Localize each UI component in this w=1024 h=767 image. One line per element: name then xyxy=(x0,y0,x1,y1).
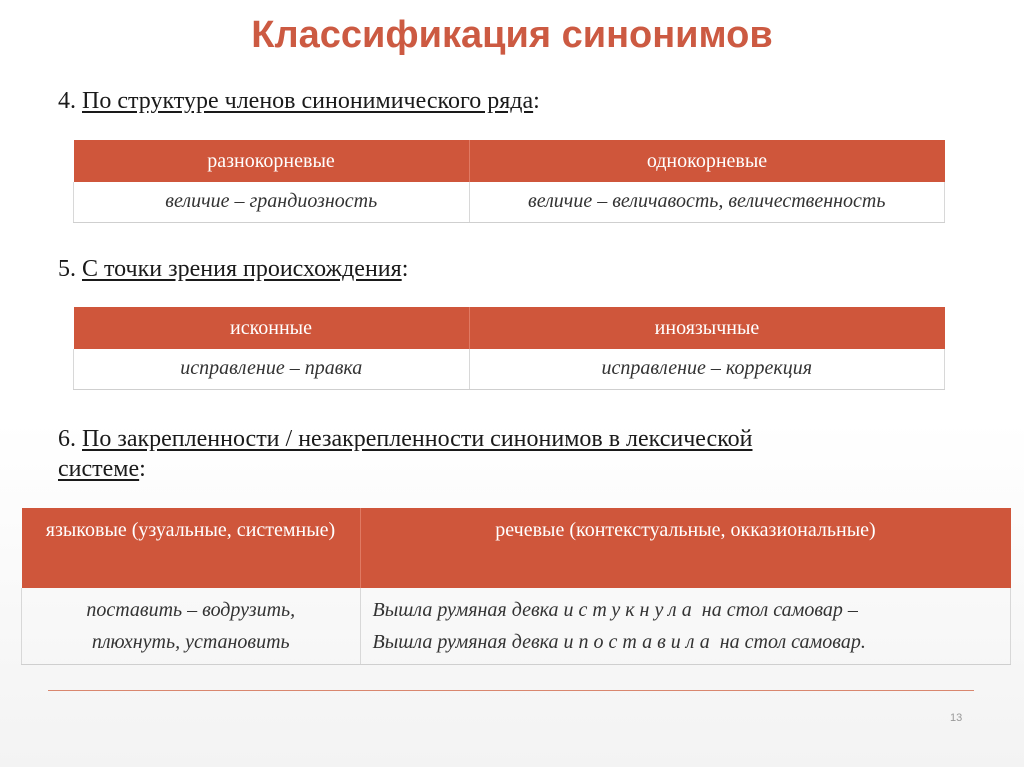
section-6-text-line1: По закрепленности / незакрепленности синонимов в лексической xyxy=(82,426,753,452)
table-origin xyxy=(73,307,945,390)
footer-divider xyxy=(48,690,974,691)
section-6-text-line2: системе xyxy=(58,456,140,482)
table-header-row xyxy=(74,307,945,349)
section-6-heading xyxy=(58,424,753,484)
example-odnokornevye: величие – величавость, величественность xyxy=(469,182,945,222)
section-5-number: 5. xyxy=(58,256,76,282)
table-structure xyxy=(73,140,945,223)
header-rechevye: речевые (контекстуальные, окказиональные) xyxy=(360,508,1011,588)
section-4-number: 4. xyxy=(58,88,76,114)
section-6-number: 6. xyxy=(58,426,76,452)
right-line2-end: на стол самовар. xyxy=(719,630,866,653)
right-line2-start: Вышла румяная девка и xyxy=(372,630,574,653)
table-fixedness xyxy=(21,508,1011,665)
right-line1-spaced: стукнула xyxy=(578,598,697,621)
right-line1-end: на стол самовар – xyxy=(701,598,858,621)
example-iskonnye: исправление – правка xyxy=(74,349,470,389)
table-header-row xyxy=(22,508,1011,588)
right-line2-spaced: поставила xyxy=(578,630,715,653)
section-5-colon: : xyxy=(401,256,409,282)
left-example-line2: плюхнуть, установить xyxy=(91,630,290,653)
right-line1-start: Вышла румяная девка и xyxy=(372,598,574,621)
left-example-line1: поставить – водрузить, xyxy=(86,598,296,621)
header-raznokornevye: разнокорневые xyxy=(74,140,470,182)
example-inoyazychnye: исправление – коррекция xyxy=(469,349,945,389)
header-inoyazychnye: иноязычные xyxy=(469,307,945,349)
section-4-text: По структуре членов синонимического ряда xyxy=(82,88,534,114)
header-odnokornevye: однокорневые xyxy=(469,140,945,182)
section-4-heading xyxy=(58,86,540,116)
header-yazykovye: языковые (узуальные, системные) xyxy=(22,508,361,588)
example-rechevye xyxy=(360,588,1011,664)
example-raznokornevye: величие – грандиозность xyxy=(74,182,470,222)
page-number: 13 xyxy=(950,712,963,724)
table-row xyxy=(74,182,945,222)
table-row xyxy=(22,588,1011,664)
section-5-heading xyxy=(58,254,408,284)
header-iskonnye: исконные xyxy=(74,307,470,349)
section-6-colon: : xyxy=(139,456,146,482)
table-row xyxy=(74,349,945,389)
example-yazykovye xyxy=(22,588,361,664)
table-header-row xyxy=(74,140,945,182)
section-4-colon: : xyxy=(533,88,540,114)
section-5-text: С точки зрения происхождения xyxy=(82,256,402,282)
slide-title: Классификация синонимов xyxy=(251,14,773,56)
